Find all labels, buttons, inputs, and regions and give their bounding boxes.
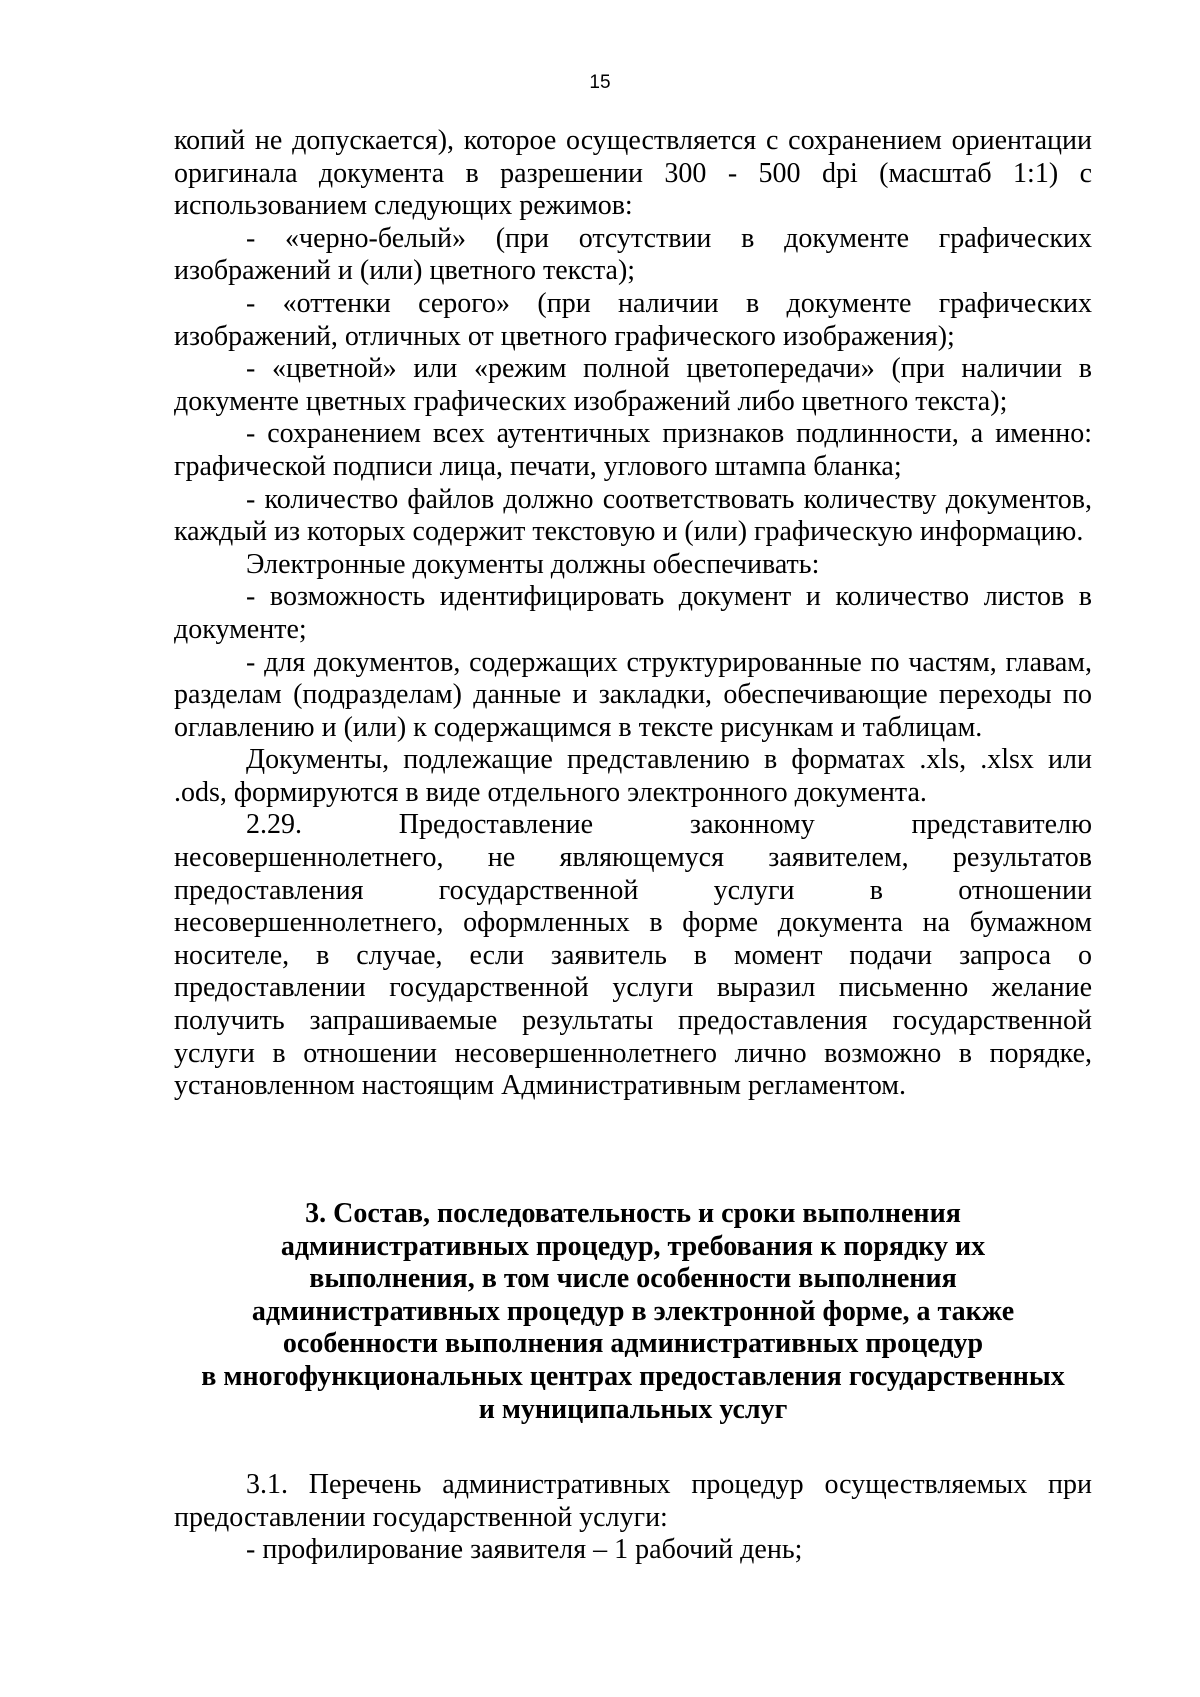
paragraph: - профилирование заявителя – 1 рабочий день; <box>246 1534 803 1566</box>
paragraph: - количество файлов должно соответствовать количеству документов, каждый из которых содержит текстовую и (или) графическую информацию. <box>174 483 1092 548</box>
section-body <box>174 1469 1092 1567</box>
paragraph: - возможность идентифицировать документ и количество листов в документе; <box>174 581 1092 645</box>
paragraph: - «цветной» или «режим полной цветопередачи» (при наличии в документе цветных графических изображений либо цветного текста); <box>174 353 1092 417</box>
heading-line: 3. Состав, последовательность и сроки выполнения <box>305 1198 961 1229</box>
paragraph: - сохранением всех аутентичных признаков подлинности, а именно: графической подписи лица, печати, углового штампа бланка; <box>174 418 1092 482</box>
paragraph: Документы, подлежащие представлению в форматах .xls, .xlsx или .ods, формируются в виде отдельного электронного документа. <box>174 744 1092 808</box>
paragraph: копий не допускается), которое осуществляется с сохранением ориентации оригинала документа в разрешении 300 - 500 dpi (масштаб 1:1) с использованием следующих режимов: <box>174 125 1092 222</box>
heading-line: административных процедур в электронной форме, а также <box>251 1295 1015 1327</box>
paragraph: 2.29. Предоставление законному представителю несовершеннолетнего, не являющемуся заявителем, результатов предоставления государственной услуги в отношении несовершеннолетнего, оформленных в форме документа на бумажном носителе, в случае, если заявитель в момент подачи запроса о предоставлении государственной услуги выразил письменно желание получить запрашиваемые результаты предоставления государственной услуги в отношении несовершеннолетнего лично возможно в порядке, установленном настоящим Административным регламентом. <box>174 809 1092 1102</box>
section-heading <box>174 1198 1092 1426</box>
paragraph: - «черно-белый» (при отсутствии в документе графических изображений и (или) цветного текста); <box>174 222 1092 287</box>
paragraph: Электронные документы должны обеспечивать: <box>246 548 820 580</box>
paragraph: - «оттенки серого» (при наличии в документе графических изображений, отличных от цветного графического изображения); <box>174 287 1092 352</box>
heading-line: выполнения, в том числе особенности выполнения <box>309 1263 957 1295</box>
body-text <box>174 125 1092 1103</box>
paragraph: - для документов, содержащих структурированные по частям, главам, разделам (подразделам) данные и закладки, обеспечивающие переходы по оглавлению и (или) к содержащимся в тексте рисункам и таблицам. <box>174 646 1092 743</box>
heading-line: особенности выполнения административных процедур <box>282 1328 984 1360</box>
heading-line: административных процедур, требования к порядку их <box>280 1230 986 1262</box>
heading-line: в многофункциональных центрах предоставления государственных <box>201 1360 1065 1392</box>
heading-line: и муниципальных услуг <box>478 1393 788 1425</box>
page-number: 15 <box>589 72 611 93</box>
paragraph: 3.1. Перечень административных процедур осуществляемых при предоставлении государственной услуги: <box>174 1469 1092 1533</box>
